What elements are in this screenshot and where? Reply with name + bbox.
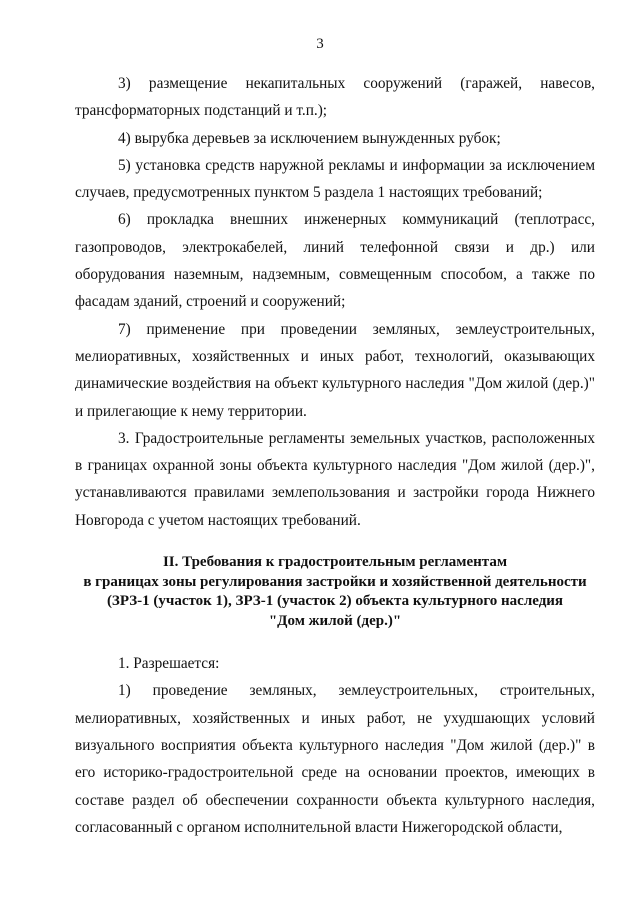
section-heading-line-2: в границах зоны регулирования застройки и хозяйственной деятельности	[83, 573, 587, 590]
paragraph-item-7: 7) применение при проведении земляных, землеустроительных, мелиоративных, хозяйственных и иных работ, технологий, оказывающих динамические воздействия на объект культурного наследия "Дом жилой (дер.)" и прилегающие к нему территории.	[75, 320, 595, 420]
paragraph-clause-1: 1. Разрешается:	[118, 655, 220, 673]
section-heading-line-3: (ЗРЗ-1 (участок 1), ЗРЗ-1 (участок 2) объекта культурного наследия	[106, 593, 564, 610]
paragraph-item-6: 6) прокладка внешних инженерных коммуникаций (теплотрасс, газопроводов, электрокабелей, линий телефонной связи и др.) или оборудования наземным, надземным, совмещенным способом, а также по фасадам зданий, строений и сооружений;	[75, 211, 595, 311]
page-number: 3	[316, 36, 324, 52]
paragraph-clause-3: 3. Градостроительные регламенты земельных участков, расположенных в границах охранной зоны объекта культурного наследия "Дом жилой (дер.)", устанавливаются правилами землепользования и застройки города Нижнего Новгорода с учетом настоящих требований.	[75, 429, 595, 529]
section-heading	[75, 553, 595, 631]
paragraph-item-4: 4) вырубка деревьев за исключением вынужденных рубок;	[118, 129, 501, 147]
section-heading-line-4: "Дом жилой (дер.)"	[268, 612, 402, 629]
document-body	[75, 70, 595, 841]
paragraph-item-3: 3) размещение некапитальных сооружений (гаражей, навесов, трансформаторных подстанций и т.п.);	[75, 75, 595, 120]
paragraph-subitem-1: 1) проведение земляных, землеустроительных, строительных, мелиоративных, хозяйственных и иных работ, не ухудшающих условий визуального восприятия объекта культурного наследия "Дом жилой (дер.)" в его историко-градостроительной среде на основании проектов, имеющих в составе раздел об обеспечении сохранности объекта культурного наследия, согласованный с органом исполнительной власти Нижегородской области,	[75, 682, 595, 836]
section-heading-line-1: II. Требования к градостроительным регламентам	[162, 554, 508, 571]
paragraph-item-5: 5) установка средств наружной рекламы и информации за исключением случаев, предусмотренных пунктом 5 раздела 1 настоящих требований;	[75, 156, 595, 202]
